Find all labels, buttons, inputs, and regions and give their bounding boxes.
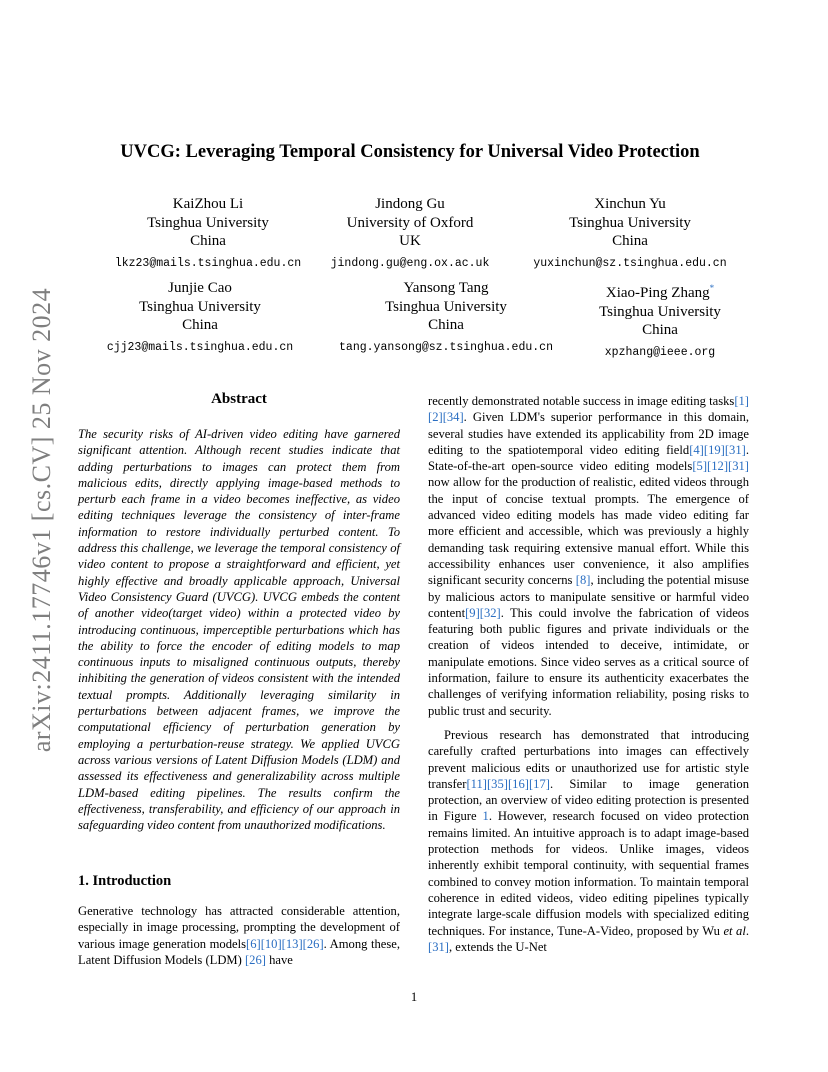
intro-text: Generative technology has attracted considerable attention, especially in image processing, prompting the development of various image generation models — [78, 904, 400, 951]
figure-reference-link[interactable]: 1 — [482, 809, 489, 824]
author-name: Xiao-Ping Zhang — [605, 285, 710, 301]
body-paragraph — [428, 727, 749, 955]
arxiv-sidebar-stamp — [22, 280, 62, 760]
author-affiliation: Tsinghua University — [385, 298, 507, 315]
author-email[interactable]: jindong.gu@eng.ox.ac.uk — [330, 256, 490, 270]
body-text: . However, research focused on video protection remains limited. An intuitive approach is to adapt image-based protection methods for videos. Unlike images, videos inherently exhibit temporal continuity, with sequential frames combined to convey motion information. To maintain temporal coherence in edited videos, video editing pipelines typically integrate large-scale diffusion models with specialized editing techniques. For instance, Tune-A-Video, proposed by Wu — [428, 809, 749, 938]
citation-link[interactable]: [13] — [281, 936, 303, 951]
citation-link[interactable]: [34] — [442, 410, 464, 425]
author-country: China — [612, 233, 648, 249]
body-text: Previous research has demonstrated that introducing carefully crafted perturbations into images can effectively prevent malicious edits or unauthorized use for artistic style transfer — [428, 727, 749, 791]
body-text: , extends the U-Net — [448, 939, 547, 954]
citation-link[interactable]: [8] — [575, 573, 591, 588]
author-name: Yansong Tang — [403, 280, 489, 296]
author-email[interactable]: xpzhang@ieee.org — [604, 345, 716, 359]
author-affiliation: Tsinghua University — [147, 214, 269, 231]
author-block — [520, 195, 740, 273]
body-text: . This could involve the fabrication of videos featuring both public figures and private individuals or the creation of videos intended to deceive, intimidate, or manipulate emotions. Since video serves as a critical source of information, failure to ensure its authenticity exacerbates the challenges of verifying information reliability, posing risks to public trust and security. — [428, 605, 749, 718]
corresponding-author-marker: * — [709, 283, 715, 293]
et-al-text: et al — [723, 923, 746, 938]
author-affiliation: University of Oxford — [346, 214, 474, 231]
body-text: . Given LDM's superior performance in this domain, several studies have extended its applicability from 2D image editing to the spatiotemporal video editing field — [428, 410, 749, 457]
author-email[interactable]: lkz23@mails.tsinghua.edu.cn — [114, 256, 302, 270]
citation-link[interactable]: [2] — [428, 410, 443, 425]
citation-link[interactable]: [31] — [728, 459, 749, 474]
arxiv-identifier: arXiv:2411.17746v1 [cs.CV] 25 Nov 2024 — [27, 287, 56, 753]
author-email[interactable]: cjj23@mails.tsinghua.edu.cn — [106, 340, 294, 354]
citation-link[interactable]: [12] — [707, 459, 729, 474]
author-name: Xinchun Yu — [594, 196, 666, 212]
author-block — [300, 195, 520, 273]
body-text: . Similar to image generation protection, an overview of video editing protection is presented in Figure — [428, 776, 749, 824]
citation-link[interactable]: [5] — [692, 459, 708, 474]
citation-link[interactable]: [26] — [244, 952, 266, 967]
citation-link[interactable]: [1] — [734, 394, 749, 408]
abstract-text: The security risks of AI-driven video editing have garnered significant attention. Although recent studies indicate that adding perturbations to images can protect them from malicious edits, directly applying image-based methods to perturb each frame in a video becomes ineffective, as video editing techniques leverage the consistency of inter-frame information to restore individually perturbed content. To address this challenge, we leverage the temporal consistency of video content to propose a straightforward and efficient, yet highly effective and broadly applicable approach, Universal Video Consistency Guard (UVCG). UVCG embeds the content of another video(target video) within a protected video by introducing continuous, imperceptible perturbations which has the ability to force the encoder of editing models to map continuous inputs to misaligned continuous outputs, thereby inhibiting the generation of videos consistent with the intended textual prompts. Additionally leveraging similarity in perturbations between adjacent frames, we improve the computational efficiency of perturbation generation by employing a perturbation-reuse strategy. We applied UVCG across various versions of Latent Diffusion Models (LDM) and assessed its effectiveness and generalizability across multiple LDM-based editing pipelines. The results confirm the effectiveness, transferability, and efficiency of our approach in safeguarding video content from unauthorized modifications. — [78, 427, 400, 833]
author-country: China — [190, 233, 226, 249]
introduction-paragraph — [78, 903, 400, 968]
intro-text: . Among these, Latent Diffusion Models (LDM) — [78, 936, 400, 967]
citation-link[interactable]: [19] — [703, 442, 725, 457]
right-column — [428, 393, 749, 955]
author-affiliation: Tsinghua University — [569, 214, 691, 231]
body-text: recently demonstrated notable success in image editing tasks — [428, 394, 735, 408]
author-block — [326, 279, 566, 357]
intro-text: have — [265, 952, 293, 967]
page-number: 1 — [410, 990, 418, 1004]
author-block — [88, 195, 328, 273]
citation-link[interactable]: [11] — [466, 776, 487, 791]
body-text: , including the potential misuse by malicious actors to manipulate sensitive or harmful video content — [428, 573, 749, 620]
author-affiliation: Tsinghua University — [139, 298, 261, 315]
author-country: China — [182, 317, 218, 333]
author-block — [550, 279, 770, 362]
author-country: China — [428, 317, 464, 333]
body-text: now allow for the production of realistic, edited videos through the input of concise textual prompts. The emergence of advanced video editing models has made video editing far more efficient and accessible, which was previously a highly demanding task requiring extensive manual effort. While this accessibility enhances user convenience, it also amplifies significant security concerns — [428, 475, 749, 588]
citation-link[interactable]: [6] — [246, 936, 261, 951]
abstract-heading: Abstract — [211, 391, 267, 407]
author-name: Junjie Cao — [168, 280, 232, 296]
paper-title: UVCG: Leveraging Temporal Consistency for Universal Video Protection — [120, 142, 700, 162]
citation-link[interactable]: [10] — [260, 936, 282, 951]
citation-link[interactable]: [26] — [302, 936, 324, 951]
author-block — [80, 279, 320, 357]
citation-link[interactable]: [17] — [528, 776, 550, 791]
citation-link[interactable]: [4] — [689, 442, 704, 457]
author-email[interactable]: tang.yansong@sz.tsinghua.edu.cn — [339, 340, 553, 354]
body-text: . — [745, 923, 749, 938]
citation-link[interactable]: [16] — [507, 776, 529, 791]
author-email[interactable]: yuxinchun@sz.tsinghua.edu.cn — [533, 256, 727, 270]
author-country: UK — [399, 233, 421, 249]
author-name: Jindong Gu — [375, 196, 445, 212]
author-name: KaiZhou Li — [172, 196, 244, 212]
author-affiliation: Tsinghua University — [599, 303, 721, 320]
citation-link[interactable]: [32] — [479, 605, 501, 620]
citation-link[interactable]: [9] — [465, 605, 480, 620]
body-text: . State-of-the-art open-source video editing models — [428, 442, 749, 474]
body-paragraph — [428, 393, 749, 719]
citation-link[interactable]: [31] — [724, 442, 746, 457]
citation-link[interactable]: [31] — [428, 939, 449, 954]
author-country: China — [642, 322, 678, 338]
section-heading-introduction: 1. Introduction — [78, 873, 172, 889]
citation-link[interactable]: [35] — [486, 776, 508, 791]
